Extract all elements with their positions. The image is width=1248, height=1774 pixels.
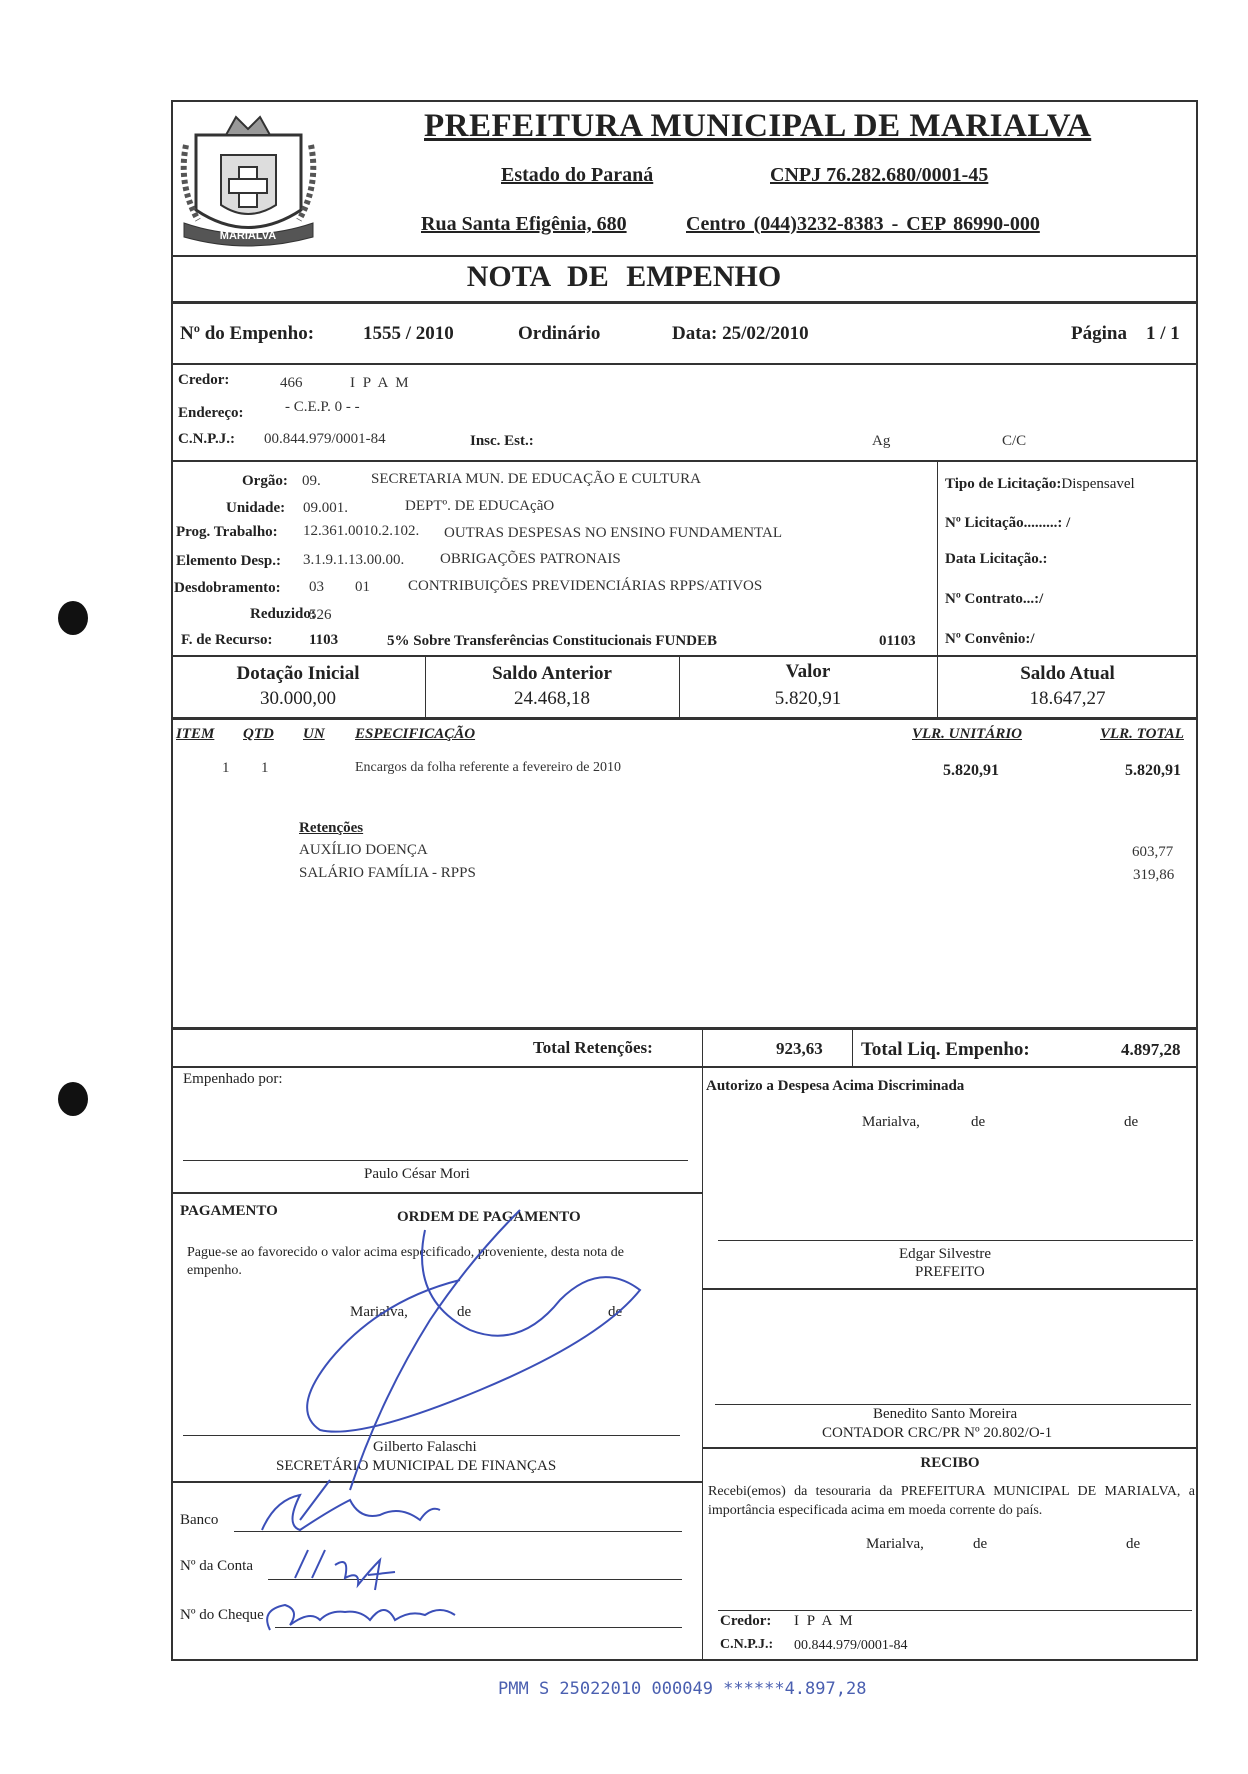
endereco-label: Endereço: bbox=[178, 405, 244, 421]
municipality-title: PREFEITURA MUNICIPAL DE MARIALVA bbox=[424, 108, 1092, 144]
pagamento-title: PAGAMENTO bbox=[180, 1203, 278, 1219]
recibo-title: RECIBO bbox=[920, 1455, 980, 1471]
empenho-number: 1555 / 2010 bbox=[363, 323, 454, 344]
orgao-desc: SECRETARIA MUN. DE EDUCAÇÃO E CULTURA bbox=[371, 471, 701, 487]
recurso-desc: 5% Sobre Transferências Constitucionais FUNDEB bbox=[387, 633, 718, 649]
numero-convenio: Nº Convênio:/ bbox=[945, 631, 1035, 647]
pague-se-text: Pague-se ao favorecido o valor acima especificado, proveniente, desta nota de empenho. bbox=[187, 1245, 624, 1278]
credor-name: I P A M bbox=[350, 375, 411, 391]
pagamento-marialva: Marialva, bbox=[350, 1304, 408, 1320]
contador-name: Benedito Santo Moreira bbox=[873, 1406, 1018, 1422]
recurso-label: F. de Recurso: bbox=[181, 632, 273, 648]
item-qtd: 1 bbox=[261, 760, 269, 776]
dotacao-value: 30.000,00 bbox=[260, 688, 336, 709]
total-retencoes-value: 923,63 bbox=[776, 1039, 823, 1058]
contador-title: CONTADOR CRC/PR Nº 20.802/O-1 bbox=[822, 1425, 1053, 1441]
recibo-credor-value: I P A M bbox=[794, 1613, 855, 1629]
insc-est-label: Insc. Est.: bbox=[470, 433, 534, 449]
orgao-code: 09. bbox=[302, 473, 321, 489]
saldo-atual-label: Saldo Atual bbox=[1020, 663, 1115, 684]
col-header-valor-unitario: VLR. UNITÁRIO bbox=[912, 726, 1023, 742]
tipo-licitacao-label: Tipo de Licitação: bbox=[945, 476, 1062, 492]
elemento-code: 3.1.9.1.13.00.00. bbox=[303, 552, 405, 568]
secretario-name: Gilberto Falaschi bbox=[373, 1439, 477, 1455]
autorizo-title: Autorizo a Despesa Acima Discriminada bbox=[706, 1078, 965, 1094]
recibo-text: Recebi(emos) da tesouraria da PREFEITURA MUNICIPAL DE MARIALVA, a importância especificada acima em moeda corrente do país. bbox=[708, 1484, 1195, 1518]
pagamento-de-1: de bbox=[457, 1304, 472, 1320]
col-header-un: UN bbox=[303, 726, 325, 742]
data-licitacao: Data Licitação.: bbox=[945, 551, 1048, 567]
retencoes-title: Retenções bbox=[299, 820, 364, 836]
autorizo-de-2: de bbox=[1124, 1114, 1139, 1130]
desdobramento-desc: CONTRIBUIÇÕES PREVIDENCIÁRIAS RPPS/ATIVOS bbox=[408, 578, 763, 594]
numero-contrato: Nº Contrato...:/ bbox=[945, 591, 1044, 607]
reduzido-label: Reduzido: bbox=[250, 606, 316, 622]
valor-value: 5.820,91 bbox=[774, 688, 842, 709]
item-number: 1 bbox=[222, 760, 230, 776]
item-valor-unitario: 5.820,91 bbox=[943, 762, 999, 779]
reduzido-value: 526 bbox=[309, 607, 332, 623]
unidade-label: Unidade: bbox=[226, 500, 286, 516]
total-retencoes-label: Total Retenções: bbox=[533, 1038, 653, 1057]
unidade-code: 09.001. bbox=[303, 500, 348, 516]
recibo-cnpj-label: C.N.P.J.: bbox=[720, 1637, 774, 1652]
retencao-2-name: SALÁRIO FAMÍLIA - RPPS bbox=[299, 865, 476, 881]
prefeito-name: Edgar Silvestre bbox=[899, 1246, 992, 1262]
recibo-marialva: Marialva, bbox=[866, 1536, 924, 1552]
autorizo-de-1: de bbox=[971, 1114, 986, 1130]
prog-trabalho-code: 12.361.0010.2.102. bbox=[303, 523, 420, 539]
orgao-label: Orgão: bbox=[242, 473, 288, 489]
prog-trabalho-desc: OUTRAS DESPESAS NO ENSINO FUNDAMENTAL bbox=[444, 525, 782, 541]
col-header-valor-total: VLR. TOTAL bbox=[1100, 726, 1184, 742]
cnpj-label: CNPJ 76.282.680/0001-45 bbox=[770, 164, 989, 186]
numero-cheque-label: Nº do Cheque bbox=[180, 1607, 264, 1623]
recibo-de-1: de bbox=[973, 1536, 988, 1552]
endereco-value: - C.E.P. 0 - - bbox=[285, 399, 360, 415]
credor-code: 466 bbox=[280, 375, 303, 391]
page-number: 1 / 1 bbox=[1146, 323, 1180, 344]
total-liquido-value: 4.897,28 bbox=[1121, 1040, 1181, 1059]
numero-licitacao: Nº Licitação.........: / bbox=[945, 515, 1071, 531]
autorizo-marialva: Marialva, bbox=[862, 1114, 920, 1130]
unidade-desc: DEPTº. DE EDUCAçãO bbox=[405, 498, 555, 514]
empenho-date: Data: 25/02/2010 bbox=[672, 323, 809, 344]
recurso-code: 1103 bbox=[309, 632, 339, 648]
recibo-credor-label: Credor: bbox=[720, 1613, 772, 1629]
elemento-label: Elemento Desp.: bbox=[176, 553, 281, 569]
empenho-number-label: Nº do Empenho: bbox=[180, 323, 315, 344]
secretario-title: SECRETÁRIO MUNICIPAL DE FINANÇAS bbox=[276, 1458, 557, 1474]
pagamento-de-2: de bbox=[608, 1304, 623, 1320]
bottom-stamp: PMM S 25022010 000049 ******4.897,28 bbox=[498, 1679, 867, 1699]
retencao-1-value: 603,77 bbox=[1132, 844, 1174, 860]
page-label: Página bbox=[1071, 323, 1127, 344]
col-header-especificacao: ESPECIFICAÇÃO bbox=[355, 726, 476, 742]
retencao-1-name: AUXÍLIO DOENÇA bbox=[299, 842, 428, 858]
elemento-desc: OBRIGAÇÕES PATRONAIS bbox=[440, 551, 621, 567]
empenho-type: Ordinário bbox=[518, 323, 601, 344]
address-rest: Centro (044)3232-8383 - CEP 86990-000 bbox=[686, 213, 1040, 235]
total-liquido-label: Total Liq. Empenho: bbox=[861, 1039, 1030, 1060]
item-description: Encargos da folha referente a fevereiro de 2010 bbox=[355, 760, 621, 775]
dotacao-label: Dotação Inicial bbox=[236, 663, 360, 684]
empenhado-por-name: Paulo César Mori bbox=[364, 1166, 470, 1182]
numero-conta-label: Nº da Conta bbox=[180, 1558, 253, 1574]
desdobramento-b: 01 bbox=[355, 579, 370, 595]
prog-trabalho-label: Prog. Trabalho: bbox=[176, 524, 278, 540]
recibo-de-2: de bbox=[1126, 1536, 1141, 1552]
saldo-anterior-value: 24.468,18 bbox=[514, 688, 590, 709]
credor-cnpj-label: C.N.P.J.: bbox=[178, 431, 235, 447]
document-title: NOTA DE EMPENHO bbox=[466, 260, 782, 293]
desdobramento-a: 03 bbox=[309, 579, 324, 595]
credor-cnpj: 00.844.979/0001-84 bbox=[264, 431, 386, 447]
tipo-licitacao-value: Dispensavel bbox=[1061, 476, 1135, 492]
item-valor-total: 5.820,91 bbox=[1125, 762, 1181, 779]
ag-label: Ag bbox=[872, 433, 891, 449]
col-header-qtd: QTD bbox=[243, 726, 274, 742]
retencao-2-value: 319,86 bbox=[1133, 867, 1175, 883]
recurso-num: 01103 bbox=[879, 633, 916, 649]
prefeito-title: PREFEITO bbox=[915, 1264, 985, 1280]
saldo-anterior-label: Saldo Anterior bbox=[492, 663, 612, 684]
cc-label: C/C bbox=[1002, 433, 1027, 449]
credor-label: Credor: bbox=[178, 372, 230, 388]
crest-banner-text: MARIALVA bbox=[219, 230, 277, 242]
ordem-pagamento-title: ORDEM DE PAGAMENTO bbox=[397, 1209, 581, 1225]
empenhado-por-label: Empenhado por: bbox=[183, 1071, 283, 1087]
recibo-cnpj-value: 00.844.979/0001-84 bbox=[794, 1638, 908, 1653]
saldo-atual-value: 18.647,27 bbox=[1029, 688, 1106, 709]
col-header-item: ITEM bbox=[176, 726, 215, 742]
street-address: Rua Santa Efigênia, 680 bbox=[421, 213, 627, 235]
state-label: Estado do Paraná bbox=[501, 164, 654, 186]
desdobramento-label: Desdobramento: bbox=[174, 580, 281, 596]
banco-label: Banco bbox=[180, 1512, 219, 1528]
valor-label: Valor bbox=[785, 661, 831, 682]
